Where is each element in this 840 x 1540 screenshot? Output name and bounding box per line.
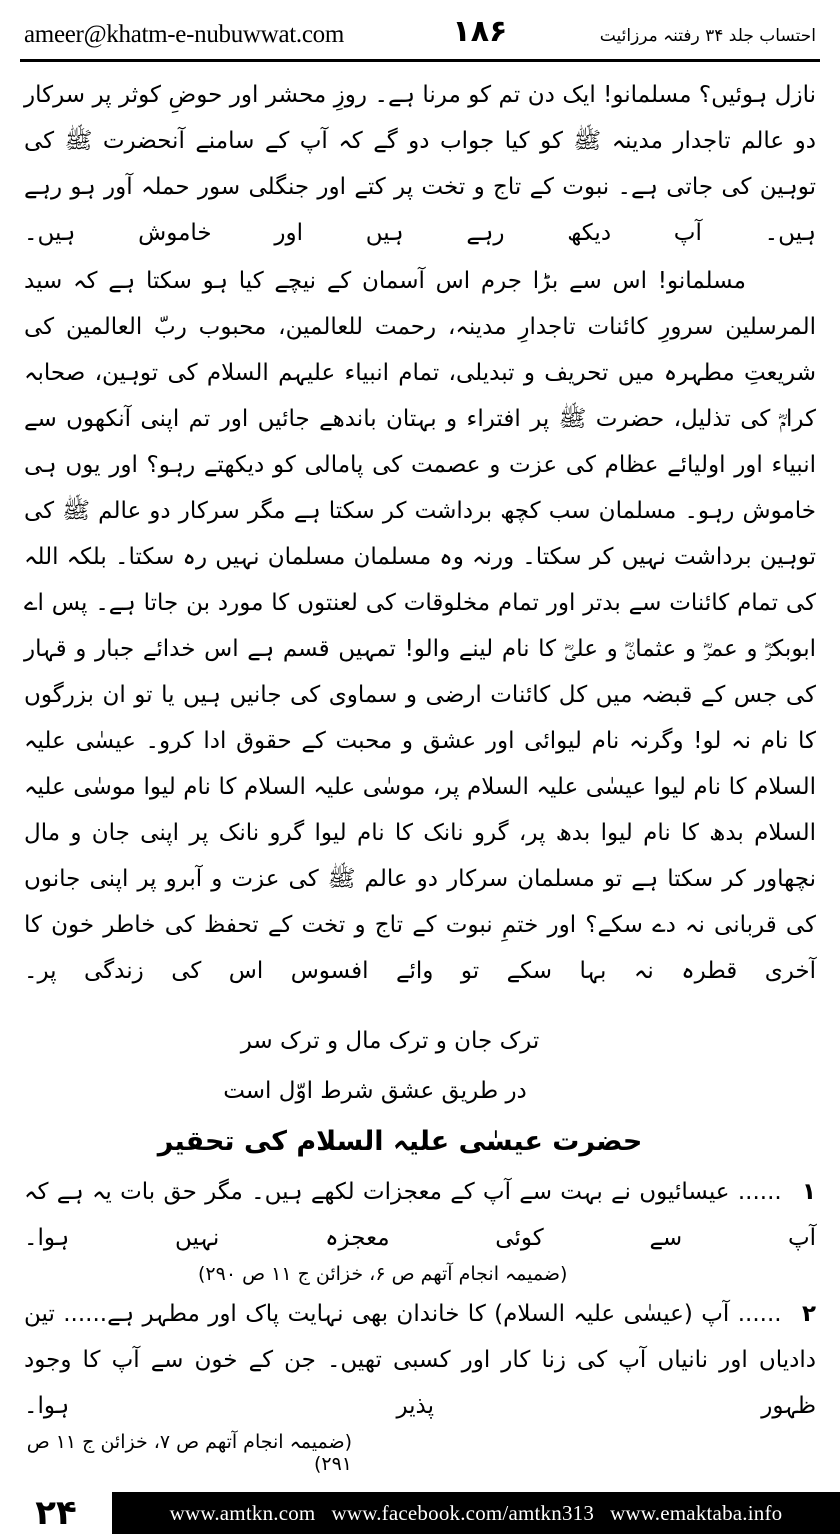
couplet-line-1: ترک جان و ترک مال و ترک سر: [240, 1028, 540, 1054]
item-dots: ......: [737, 1179, 782, 1205]
footer-link-facebook[interactable]: www.facebook.com/amtkn313: [331, 1500, 595, 1525]
paragraph-2: مسلمانو! اس سے بڑا جرم اس آسمان کے نیچے کیا ہو سکتا ہے کہ سید المرسلین سرورِ کائنات تاجدارِ مدینہ، رحمت للعالمین، محبوب ربّ العالمین کی شریعتِ مطہرہ میں تحریف و تبدیلی، تمام انبیاء علیہم السلام کی توہین، صحابہ کرامؓ کی تذلیل، حضرت ﷺ پر افتراء و بہتان باندھے جائیں اور تم اپنی آنکھوں سے انبیاء اور اولیائے عظام کی عزت و عصمت کی پامالی کو دیکھتے رہو؟ اور یوں ہی خاموش رہو۔ مسلمان سب کچھ برداشت کر سکتا ہے مگر سرکار دو عالم ﷺ کی توہین برداشت نہیں کر سکتا۔ ورنہ وہ مسلمان مسلمان نہیں رہ سکتا۔ بلکہ اللہ کی تمام کائنات سے بدتر اور تمام مخلوقات کی لعنتوں کا مورد بن جاتا ہے۔ پس اے ابوبکرؓ و عمرؓ و عثمانؓ و علیؓ کا نام لینے والو! تمہیں قسم ہے اس خدائے جبار و قہار کی جس کے قبضہ میں کل کائنات ارضی و سماوی کی جانیں ہیں یا تو ان بزرگوں کا نام نہ لو! وگرنہ نام لیوائی اور عشق و محبت کے حقوق ادا کرو۔ عیسٰی علیہ السلام کا نام لیوا عیسٰی علیہ السلام پر، موسٰی علیہ السلام کا نام لیوا موسٰی علیہ السلام بدھ کا نام لیوا بدھ پر، گرو نانک کا نام لیوا گرو نانک پر اپنی جان و مال نچھاور کر سکتا ہے تو مسلمان سرکار دو عالم ﷺ کی عزت و آبرو پر اپنی جانوں کی قربانی نہ دے سکے؟ اور ختمِ نبوت کے تاج و تخت کے تحفظ کی خاطر خون کا آخری قطرہ نہ بہا سکے تو وائے افسوس اس کی زندگی پر۔: [24, 268, 816, 984]
list-item: [18, 1169, 822, 1261]
item-text: عیسائیوں نے بہت سے آپ کے معجزات لکھے ہیں۔ مگر حق بات یہ ہے کہ آپ سے کوئی معجزہ نہیں ہوا۔: [24, 1179, 816, 1251]
persian-couplet: [18, 1016, 822, 1116]
page-footer: [0, 1486, 840, 1540]
book-title: احتساب جلد ۳۴ رفتنہ مرزائیت: [599, 26, 816, 46]
item-number: ۱: [801, 1179, 816, 1205]
item-dots: ......: [737, 1301, 782, 1327]
footer-link-website[interactable]: www.amtkn.com: [169, 1500, 316, 1525]
footer-link-library[interactable]: www.emaktaba.info: [610, 1500, 783, 1525]
list-item: [18, 1291, 822, 1429]
body-content: [18, 72, 822, 994]
footer-links-bar: [112, 1492, 840, 1534]
section-heading: حضرت عیسٰی علیہ السلام کی تحقیر: [157, 1126, 643, 1157]
item-text: آپ (عیسٰی علیہ السلام) کا خاندان بھی نہایت پاک اور مطہر ہے...... تین دادیاں اور نانیاں آپ کی زنا کار اور کسبی تھیں۔ جن کے خون سے آپ کا وجود ظہور پذیر ہوا۔: [24, 1301, 816, 1419]
folio-number: ۲۴: [35, 1493, 77, 1533]
couplet-line-2: در طریق عشق شرط اوّل است: [223, 1078, 527, 1104]
header-divider: [20, 59, 820, 62]
item-reference: (ضمیمہ انجام آتھم ص ۶، خزائن ج ۱۱ ص ۲۹۰): [198, 1263, 568, 1285]
contact-email: ameer@khatm-e-nubuwwat.com: [24, 21, 344, 48]
item-reference: (ضمیمہ انجام آتھم ص ۷، خزائن ج ۱۱ ص ۲۹۱): [26, 1431, 352, 1475]
item-number: ۲: [801, 1301, 817, 1327]
page-number: ۱۸۶: [452, 14, 508, 49]
paragraph-1: نازل ہوئیں؟ مسلمانو! ایک دن تم کو مرنا ہے۔ روزِ محشر اور حوضِ کوثر پر سرکار دو عالم تاجدار مدینہ ﷺ کو کیا جواب دو گے کہ آپ کے سامنے آنحضرت ﷺ کی توہین کی جاتی ہے۔ نبوت کے تاج و تخت پر کتے اور جنگلی سور حملہ آور ہو رہے ہیں۔ آپ دیکھ رہے ہیں اور خاموش ہیں۔: [24, 82, 816, 246]
page-header: [18, 0, 822, 55]
